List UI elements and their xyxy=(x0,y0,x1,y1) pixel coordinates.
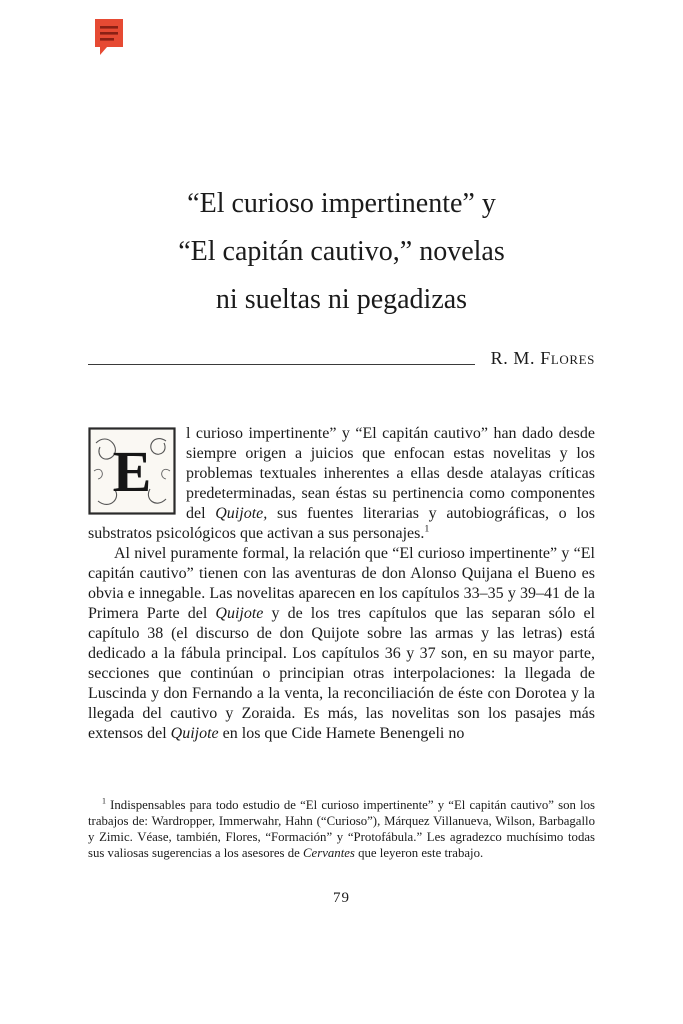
author-name: R. M. Flores xyxy=(490,348,595,368)
paragraph-second-text: Al nivel puramente formal, la relación que “El curioso impertinente” y “El capitán cautivo” tienen con las aventuras de don Alonso Quijana el Bueno es obvia e innegable. Las novelitas aparecen en los capítulos 33–35 y 39–41 de la Primera Parte del Quijote y de los tres capítulos que las separan sólo el capítulo 38 (el discurso de don Quijote sobre las armas y las letras) está dedicado a la fábula principal. Los capítulos 36 y 37 son, en su mayor parte, secciones que continúan o principian otras interpolaciones: la llegada de Luscinda y don Fernando a la venta, la reconciliación de éste con Dorotea y la llegada del cautivo y Zoraida. Es más, las novelitas son los pasajes más extensos del Quijote en los que Cide Hamete Benengeli no xyxy=(88,545,596,742)
note-icon-line xyxy=(100,26,118,29)
paragraph-second xyxy=(88,544,595,744)
title-line-2: “El capitán cautivo,” novelas xyxy=(178,236,505,267)
note-icon-line xyxy=(100,32,118,35)
drop-cap-woodcut xyxy=(88,427,176,515)
article-title xyxy=(0,180,683,324)
note-icon-body xyxy=(95,19,123,55)
paragraph-first xyxy=(88,424,595,544)
red-note-icon xyxy=(93,17,125,57)
footnote-text: $^1$ Indispensables para todo estudio de “El curioso impertinente” y “El capitán cautivo” son los trabajos de: Wardropper, Immerwahr, Hahn (“Curioso”), Márquez Villanueva, Wilson, Barbagallo y Zimic. Véase, también, Flores, “Formación” y “Protofábula.” Les agradezco muchísimo todas sus valiosas sugerencias a los asesores de Cervantes que leyeron este trabajo. xyxy=(88,796,595,860)
note-icon-graphic xyxy=(93,17,125,57)
article-body xyxy=(88,424,595,744)
drop-cap-letter: E xyxy=(112,439,152,504)
paragraph-first-text: l curioso impertinente” y “El capitán cautivo” han dado desde siempre origen a juicios que enfocan estas novelitas y los problemas textuales inherentes a ellas desde atalayas críticas predeterminadas, sean éstas su pertinencia como componentes del Quijote, sus fuentes literarias y autobiográficas, o los substratos psicológicos que activan a sus personajes.$^1$ xyxy=(88,425,596,542)
note-icon-line xyxy=(100,38,114,41)
author-byline xyxy=(88,348,595,369)
title-line-3: ni sueltas ni pegadizas xyxy=(215,284,468,315)
title-line-1: “El curioso impertinente” y xyxy=(187,188,496,219)
drop-cap-graphic xyxy=(88,427,176,515)
page-number: 79 xyxy=(333,890,350,906)
footnote xyxy=(88,797,595,861)
author-rule-divider xyxy=(88,363,475,365)
